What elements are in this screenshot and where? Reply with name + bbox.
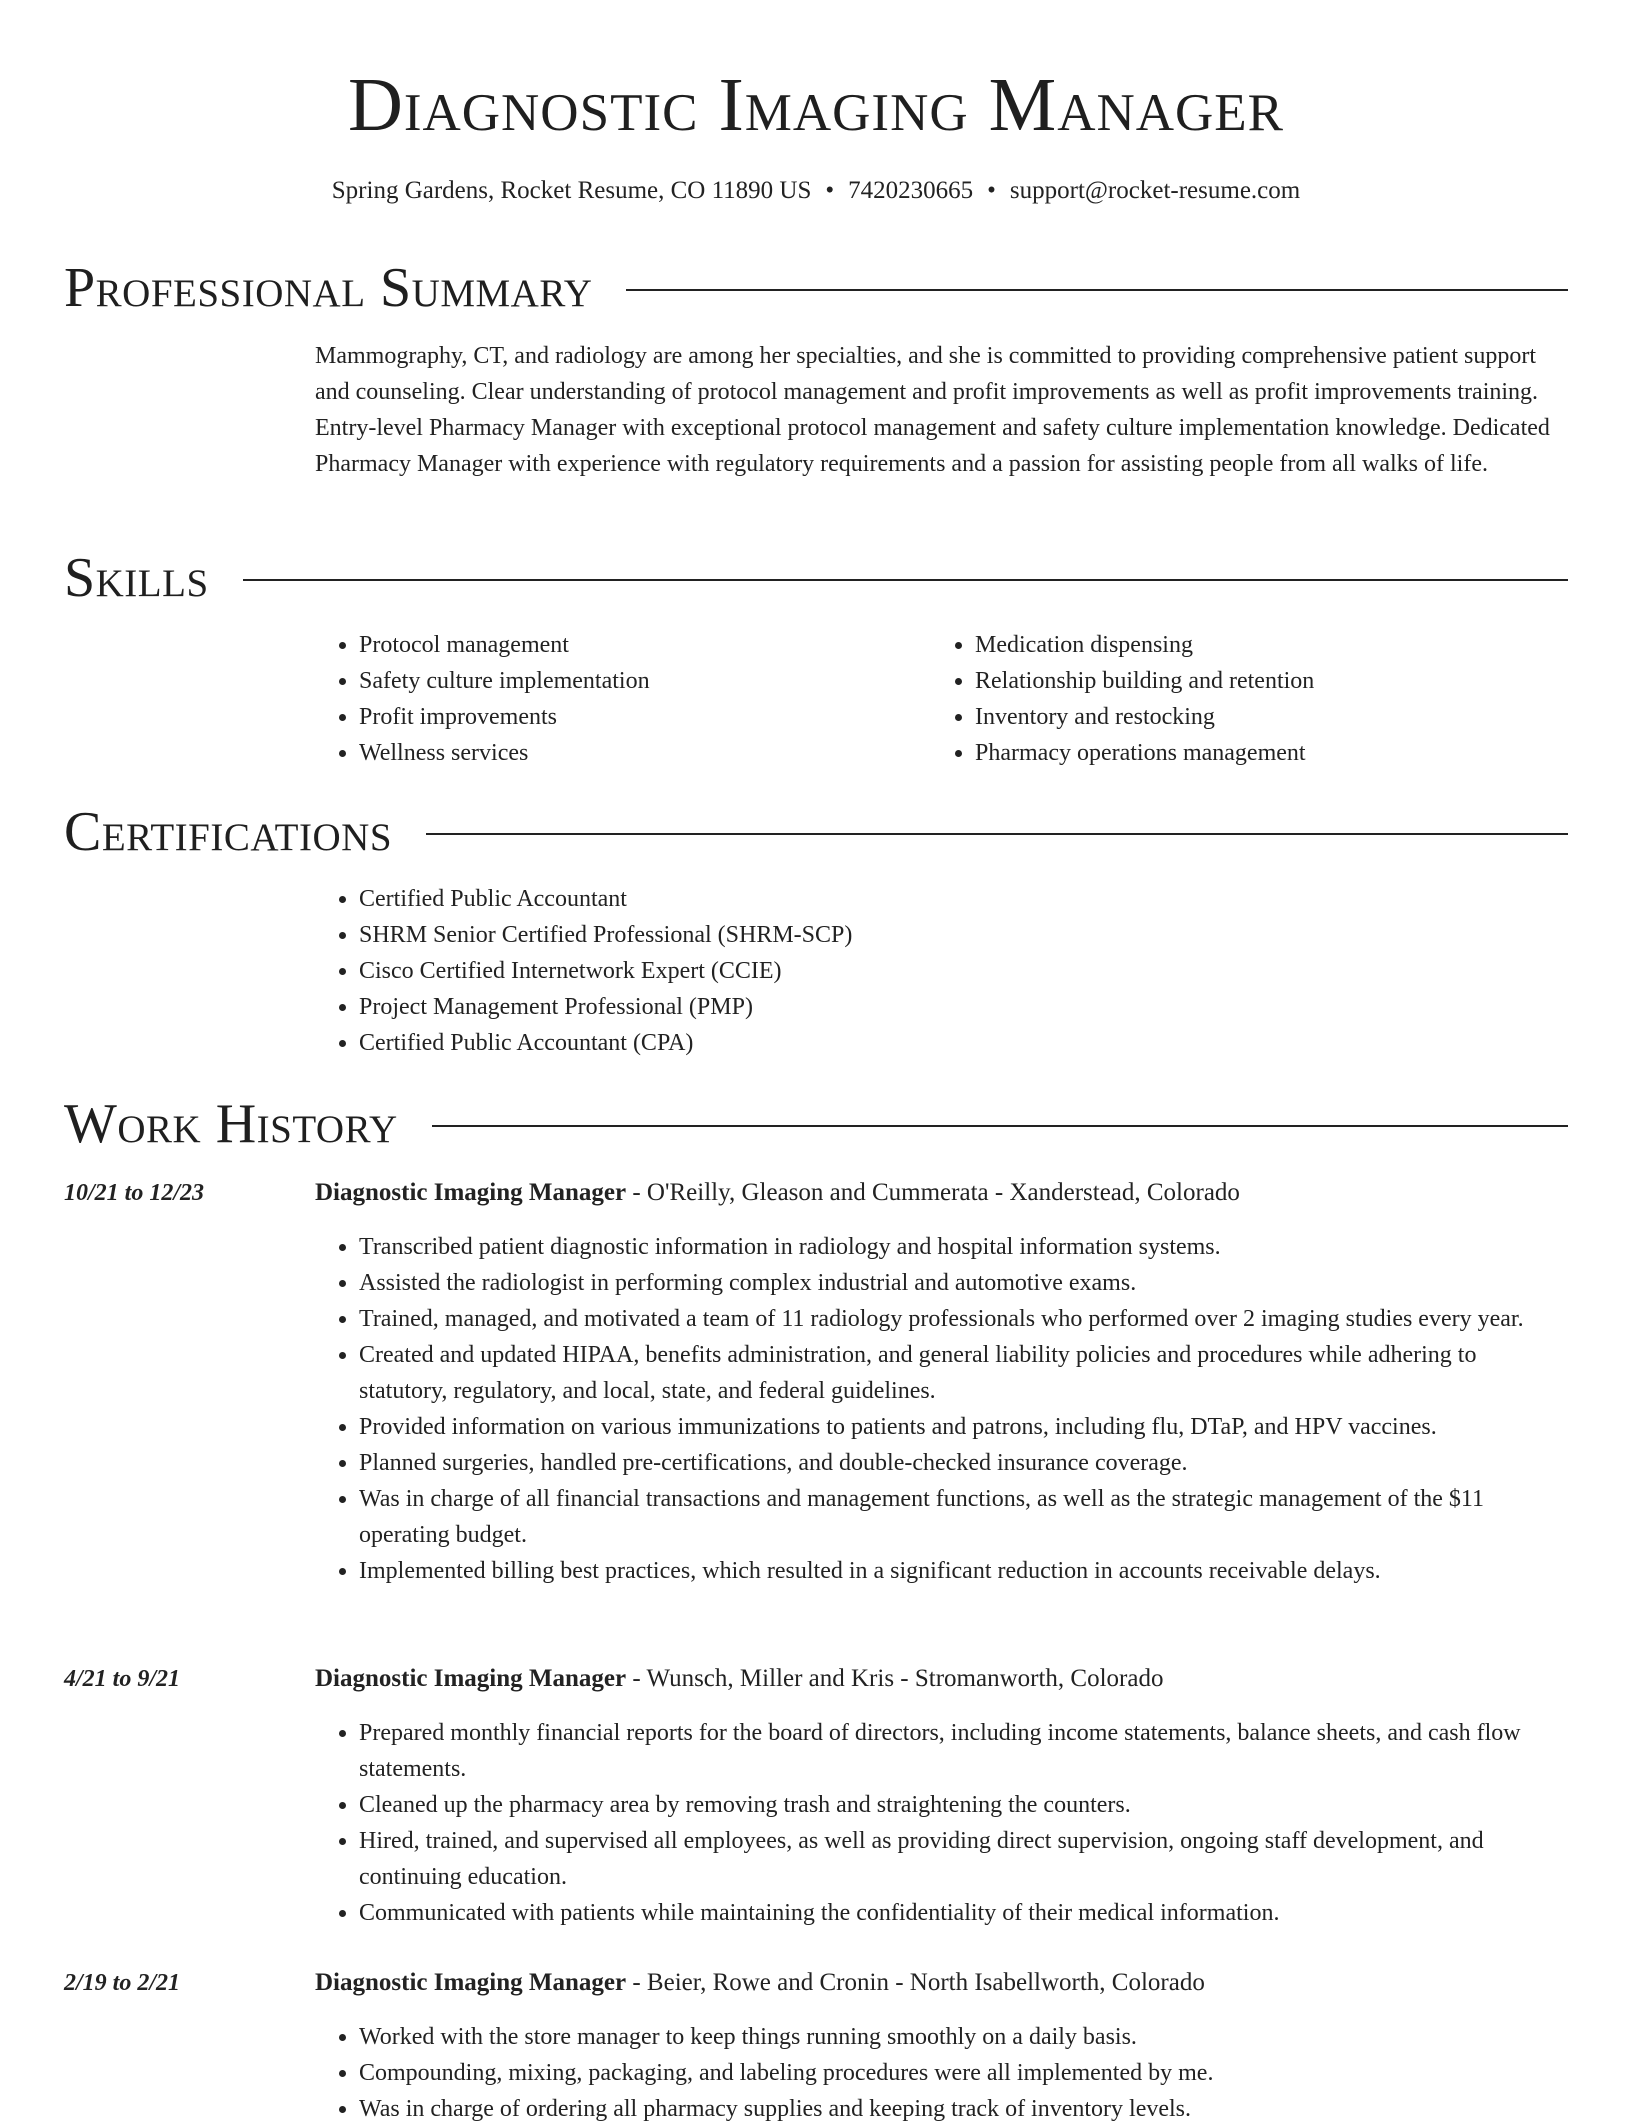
skills-column-right [931, 627, 1551, 771]
contact-phone: 7420230665 [848, 177, 974, 204]
summary-text: Mammography, CT, and radiology are among her specialties, and she is committed to providing comprehensive patient support and counseling. Clear understanding of protocol management and profit improvements as well as profit improvements training. Entry-level Pharmacy Manager with exceptional protocol management and safety culture implementation knowledge. Dedicated Pharmacy Manager with experience with regulatory requirements and a passion for assisting people from all walks of life. [315, 343, 1550, 477]
job-bullet: • Implemented billing best practices, which resulted in a significant reduction in accounts receivable delays. [359, 1553, 1568, 1589]
job-bullet: • Was in charge of all financial transactions and management functions, as well as the strategic management of the $11 operating budget. [359, 1481, 1568, 1553]
job-bullet: • Cleaned up the pharmacy area by removing trash and straightening the counters. [359, 1787, 1568, 1823]
job-role: Diagnostic Imaging Manager [315, 1179, 627, 1206]
section-divider [426, 833, 1568, 835]
job-title-line [315, 1661, 1568, 1697]
work-history-section-header [64, 1092, 1568, 1156]
skill-item: • Wellness services [359, 735, 915, 771]
section-divider [432, 1125, 1568, 1127]
job-role: Diagnostic Imaging Manager [315, 1665, 627, 1692]
certification-item: • Project Management Professional (PMP) [359, 989, 1315, 1025]
job-bullet: • Prepared monthly financial reports for the board of directors, including income statements, balance sheets, and cash flow statements. [359, 1715, 1568, 1787]
skills-section-header [64, 546, 1568, 610]
summary-heading: Professional Summary [64, 257, 593, 319]
job-role: Diagnostic Imaging Manager [315, 1969, 627, 1996]
certification-item: • Certified Public Accountant (CPA) [359, 1025, 1315, 1061]
job-employer: - O'Reilly, Gleason and Cummerata - Xanderstead, Colorado [626, 1179, 1240, 1206]
resume-name: Diagnostic Imaging Manager [347, 63, 1285, 147]
certification-item: • SHRM Senior Certified Professional (SHRM-SCP) [359, 917, 1315, 953]
job-bullet: • Compounding, mixing, packaging, and labeling procedures were all implemented by me. [359, 2055, 1568, 2091]
skill-item: • Medication dispensing [975, 627, 1551, 663]
skill-item: • Safety culture implementation [359, 663, 915, 699]
section-divider [626, 289, 1568, 291]
certifications-section-header [64, 800, 1568, 864]
contact-address: Spring Gardens, Rocket Resume, CO 11890 US [331, 177, 812, 204]
job-bullet: • Trained, managed, and motivated a team of 11 radiology professionals who performed over 2 imaging studies every year. [359, 1301, 1568, 1337]
job-dates: 2/19 to 2/21 [64, 1970, 181, 1996]
job-bullet: • Provided information on various immunizations to patients and patrons, including flu, DTaP, and HPV vaccines. [359, 1409, 1568, 1445]
job-bullet: • Transcribed patient diagnostic information in radiology and hospital information systems. [359, 1229, 1568, 1265]
certification-item: • Cisco Certified Internetwork Expert (CCIE) [359, 953, 1315, 989]
job-dates: 4/21 to 9/21 [64, 1666, 181, 1692]
job-title-line [315, 1175, 1568, 1211]
certification-item: • Certified Public Accountant [359, 881, 1315, 917]
certifications-heading: Certifications [64, 801, 393, 863]
job-bullet: • Worked with the store manager to keep things running smoothly on a daily basis. [359, 2019, 1568, 2055]
contact-separator: • [825, 177, 835, 204]
job-dates: 10/21 to 12/23 [64, 1180, 205, 1206]
job-employer: - Beier, Rowe and Cronin - North Isabellworth, Colorado [626, 1969, 1205, 1996]
work-history-heading: Work History [64, 1093, 398, 1155]
job-bullet: • Hired, trained, and supervised all employees, as well as providing direct supervision, ongoing staff development, and continuing education. [359, 1823, 1568, 1895]
certifications-list [315, 881, 1315, 1061]
job-bullet: • Was in charge of ordering all pharmacy supplies and keeping track of inventory levels. [359, 2091, 1568, 2127]
contact-line [0, 174, 1632, 208]
contact-email: support@rocket-resume.com [1009, 177, 1301, 204]
contact-separator: • [987, 177, 996, 204]
section-divider [243, 579, 1568, 581]
skill-item: • Profit improvements [359, 699, 915, 735]
job-employer: - Wunsch, Miller and Kris - Stromanworth, Colorado [626, 1665, 1164, 1692]
job-bullet: • Planned surgeries, handled pre-certifications, and double-checked insurance coverage. [359, 1445, 1568, 1481]
skills-column-left [315, 627, 915, 771]
summary-section-header [64, 256, 1568, 320]
job-title-line [315, 1965, 1568, 2001]
job-bullet: • Assisted the radiologist in performing complex industrial and automotive exams. [359, 1265, 1568, 1301]
job-bullet: • Created and updated HIPAA, benefits administration, and general liability policies and procedures while adhering to statutory, regulatory, and local, state, and federal guidelines. [359, 1337, 1568, 1409]
skill-item: • Relationship building and retention [975, 663, 1551, 699]
skill-item: • Protocol management [359, 627, 915, 663]
job-bullets [315, 1715, 1568, 1931]
skill-item: • Inventory and restocking [975, 699, 1551, 735]
skills-heading: Skills [64, 547, 209, 609]
job-bullets [315, 2019, 1568, 2127]
job-bullets [315, 1229, 1568, 1589]
skill-item: • Pharmacy operations management [975, 735, 1551, 771]
job-bullet: • Communicated with patients while maintaining the confidentiality of their medical information. [359, 1895, 1568, 1931]
